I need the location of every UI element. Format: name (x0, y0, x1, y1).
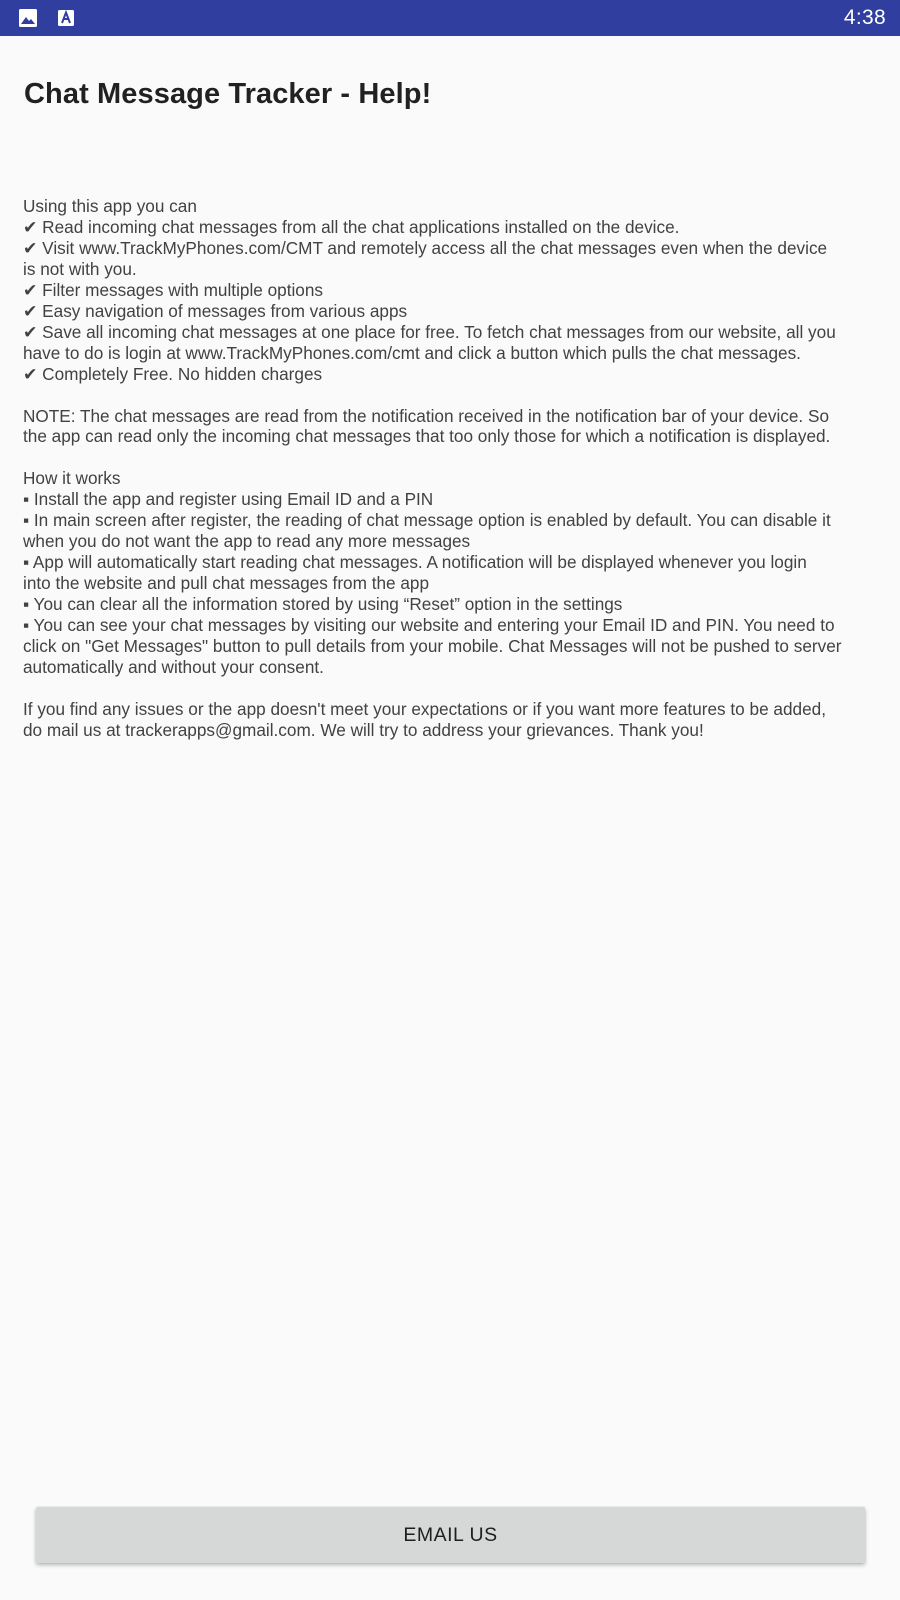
feature-line: ✔ Read incoming chat messages from all the chat applications installed on the device. (23, 216, 680, 237)
image-icon (18, 8, 38, 28)
note-line: NOTE: The chat messages are read from the notification received in the notification bar of your device. So (23, 405, 829, 426)
how-step-line: click on "Get Messages" button to pull details from your mobile. Chat Messages will not be pushed to server (23, 635, 842, 656)
paragraph-gap (23, 678, 879, 699)
help-text (23, 196, 879, 741)
text-a-icon (56, 8, 76, 28)
footer-line: If you find any issues or the app doesn't meet your expectations or if you want more features to be added, (23, 698, 826, 719)
how-step-line: ▪ You can see your chat messages by visiting our website and entering your Email ID and PIN. You need to (23, 615, 835, 636)
footer-line: do mail us at trackerapps@gmail.com. We will try to address your grievances. Thank you! (23, 719, 704, 740)
help-intro: Using this app you can (23, 196, 197, 216)
how-step-line: when you do not want the app to read any more messages (23, 531, 471, 552)
feature-line: ✔ Easy navigation of messages from various apps (23, 300, 408, 321)
how-step-line: ▪ You can clear all the information stored by using “Reset” option in the settings (23, 594, 623, 615)
status-notification-icons (18, 8, 76, 28)
how-step-line: into the website and pull chat messages from the app (23, 573, 430, 594)
how-step-line: automatically and without your consent. (23, 656, 324, 677)
feature-line: have to do is login at www.TrackMyPhones.com/cmt and click a button which pulls the chat messages. (23, 342, 801, 363)
how-it-works-heading: How it works (23, 468, 121, 489)
email-us-button[interactable]: EMAIL US (36, 1507, 865, 1563)
how-step-line: ▪ Install the app and register using Email ID and a PIN (23, 489, 434, 510)
status-time: 4:38 (843, 6, 886, 29)
page-title: Chat Message Tracker - Help! (24, 78, 432, 110)
feature-line: ✔ Completely Free. No hidden charges (23, 363, 323, 384)
feature-line: ✔ Filter messages with multiple options (23, 279, 324, 300)
note-line: the app can read only the incoming chat messages that too only those for which a notification is displayed. (23, 426, 831, 447)
how-step-line: ▪ App will automatically start reading chat messages. A notification will be displayed whenever you login (23, 552, 807, 573)
feature-line: ✔ Save all incoming chat messages at one place for free. To fetch chat messages from our website, all you (23, 321, 836, 342)
how-step-line: ▪ In main screen after register, the reading of chat message option is enabled by default. You can disable it (23, 510, 831, 531)
status-bar (0, 0, 900, 36)
feature-line: is not with you. (23, 258, 137, 279)
paragraph-gap (23, 385, 879, 406)
feature-line: ✔ Visit www.TrackMyPhones.com/CMT and remotely access all the chat messages even when the device (23, 237, 828, 258)
paragraph-gap (23, 447, 879, 468)
